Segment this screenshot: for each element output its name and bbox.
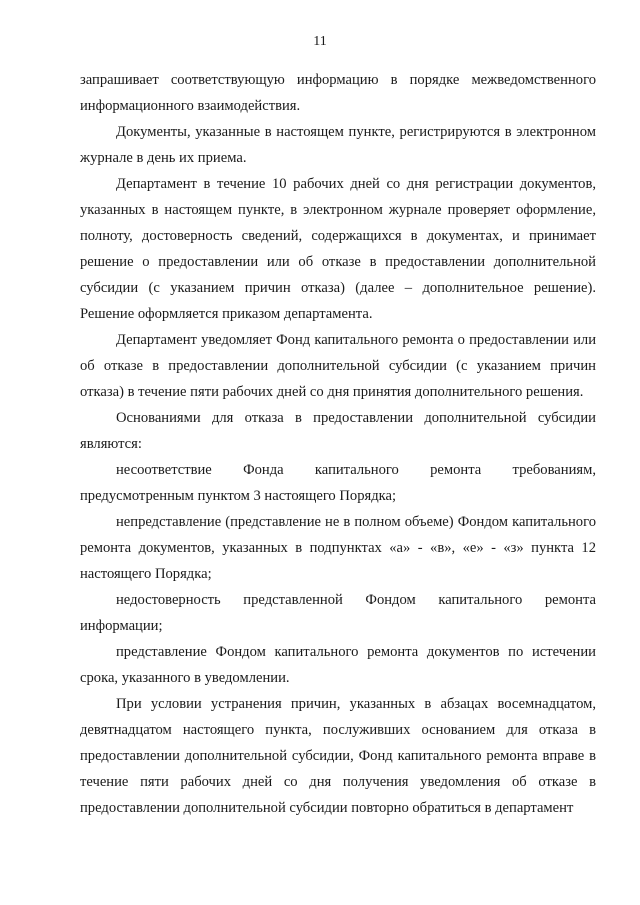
paragraph-7: непредставление (представление не в полном объеме) Фондом капитального ремонта документов, указанных в подпунктах «а» - «в», «е» - «з» пункта 12 настоящего Порядка; [80, 514, 596, 582]
paragraph-8: недостоверность представленной Фондом капитального ремонта информации; [80, 592, 596, 634]
paragraph-6: несоответствие Фонда капитального ремонта требованиям, предусмотренным пунктом 3 настоящего Порядка; [80, 462, 596, 504]
page-number: 11 [313, 34, 327, 49]
paragraph-3: Департамент в течение 10 рабочих дней со дня регистрации документов, указанных в настоящем пункте, в электронном журнале проверяет оформление, полноту, достоверность сведений, содержащихся в документах, и принимает решение о предоставлении или об отказе в предоставлении дополнительной субсидии (с указанием причин отказа) (далее – дополнительное решение). Решение оформляется приказом департамента. [80, 176, 596, 322]
paragraph-9: представление Фондом капитального ремонта документов по истечении срока, указанного в уведомлении. [80, 644, 596, 686]
paragraph-5: Основаниями для отказа в предоставлении дополнительной субсидии являются: [80, 410, 596, 452]
paragraph-1: запрашивает соответствующую информацию в порядке межведомственного информационного взаимодействия. [80, 72, 596, 114]
paragraph-4: Департамент уведомляет Фонд капитального ремонта о предоставлении или об отказе в предоставлении дополнительной субсидии (с указанием причин отказа) в течение пяти рабочих дней со дня принятия дополнительного решения. [80, 332, 596, 400]
paragraph-2: Документы, указанные в настоящем пункте, регистрируются в электронном журнале в день их приема. [80, 124, 596, 166]
document-body [80, 67, 596, 821]
paragraph-10: При условии устранения причин, указанных в абзацах восемнадцатом, девятнадцатом настоящего пункта, послуживших основанием для отказа в предоставлении дополнительной субсидии, Фонд капитального ремонта вправе в течение пяти рабочих дней со дня получения уведомления об отказе в предоставлении дополнительной субсидии повторно обратиться в департамент [80, 696, 596, 816]
